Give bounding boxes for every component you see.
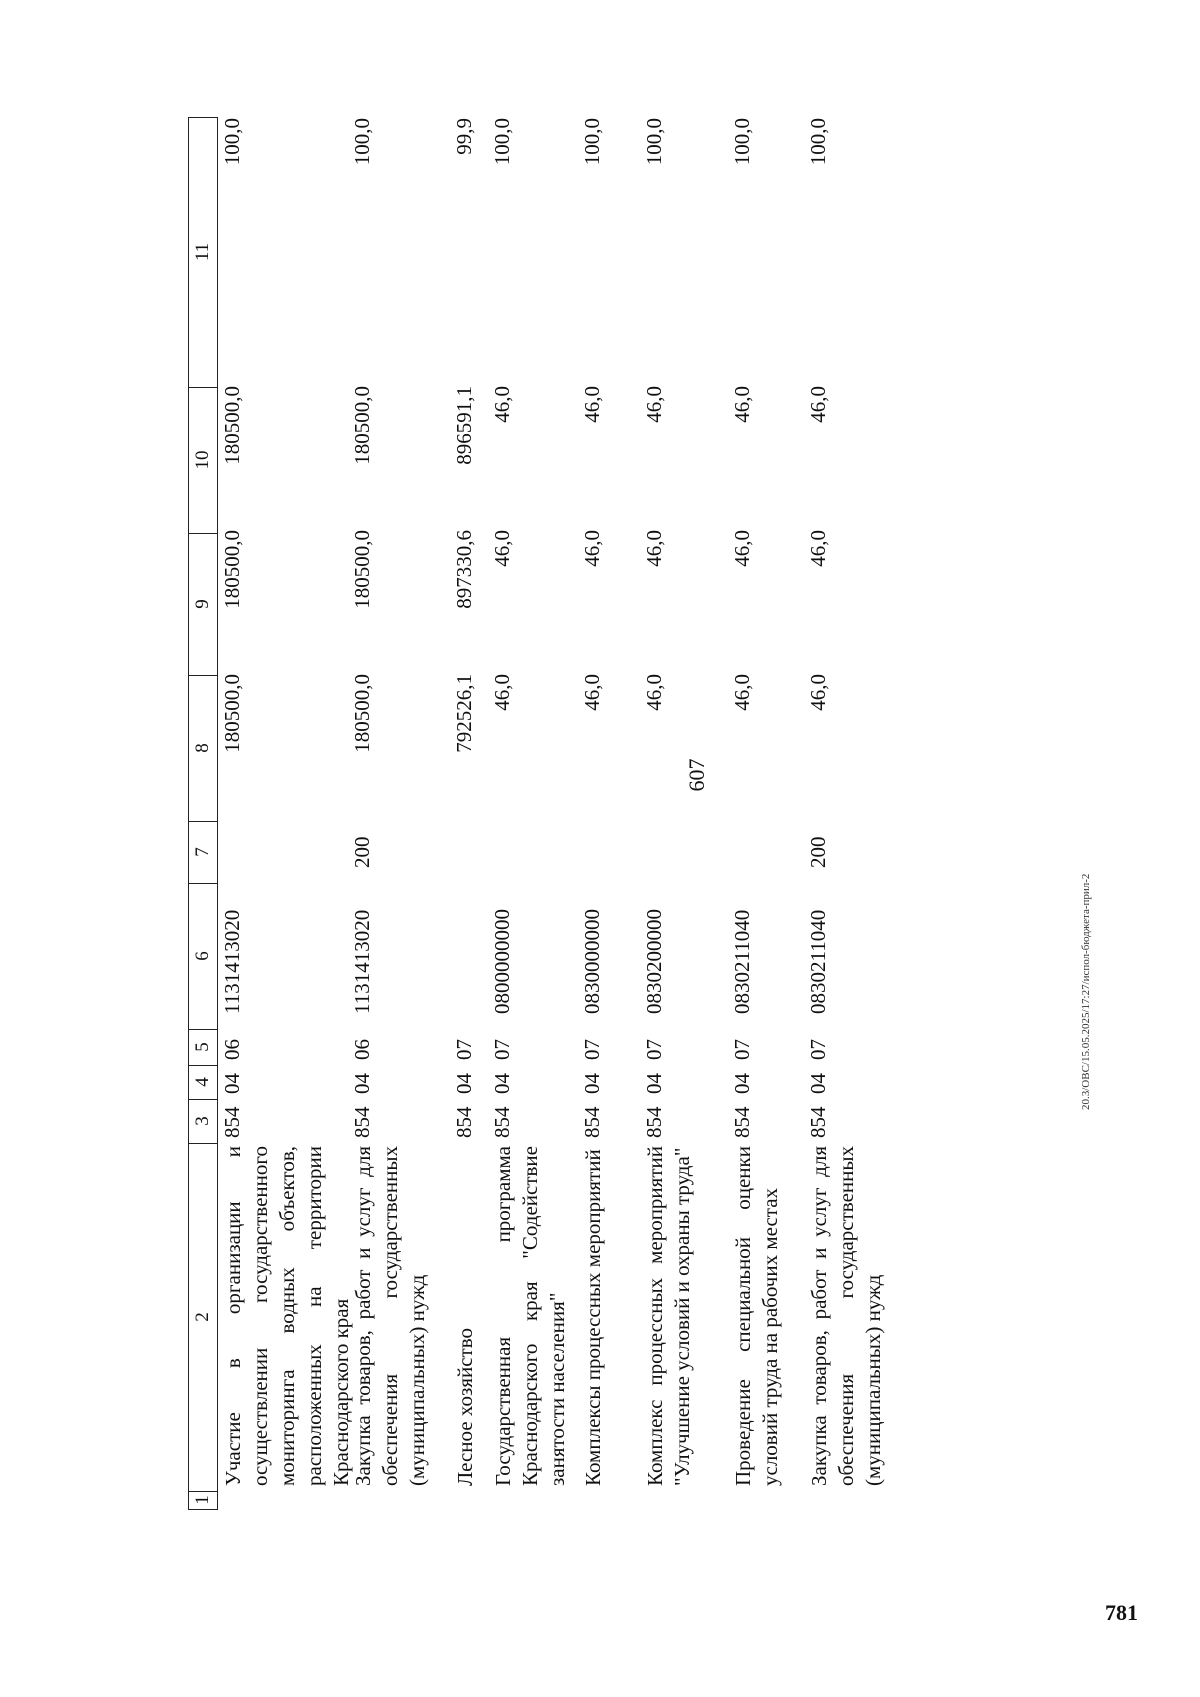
row-c8: 46,0 xyxy=(580,674,604,711)
row-c3: 854 xyxy=(490,1106,514,1138)
row-c11: 100,0 xyxy=(350,118,374,166)
header-col-6: 6 xyxy=(189,883,217,1030)
row-c8: 46,0 xyxy=(642,674,666,711)
row-c8: 46,0 xyxy=(806,674,830,711)
table-header-row xyxy=(188,117,218,1510)
row-c10: 46,0 xyxy=(490,386,514,423)
row-c4: 04 xyxy=(220,1073,244,1094)
row-c6: 1131413020 xyxy=(350,909,374,1014)
row-c9: 46,0 xyxy=(580,530,604,567)
row-c8: 46,0 xyxy=(730,674,754,711)
row-c10: 180500,0 xyxy=(350,386,374,465)
row-c3: 854 xyxy=(806,1106,830,1138)
header-col-9: 9 xyxy=(189,533,217,676)
row-c5: 07 xyxy=(580,1039,604,1060)
header-col-5: 5 xyxy=(189,1029,217,1066)
row-c4: 04 xyxy=(350,1073,374,1094)
page-number-bottom: 781 xyxy=(1105,1600,1138,1625)
row-c4: 04 xyxy=(730,1073,754,1094)
row-c11: 100,0 xyxy=(806,118,830,166)
row-c5: 06 xyxy=(220,1039,244,1060)
row-c10: 46,0 xyxy=(642,386,666,423)
row-name: Лесное хозяйство xyxy=(453,1328,477,1486)
row-c8: 180500,0 xyxy=(220,674,244,753)
rotated-page xyxy=(20,40,1120,1540)
header-col-4: 4 xyxy=(189,1065,217,1100)
row-c4: 04 xyxy=(806,1073,830,1094)
row-c11: 100,0 xyxy=(220,118,244,166)
row-name: Комплекс процессных мероприятий "Улучшение условий и охраны труда" xyxy=(643,1146,694,1486)
row-c9: 46,0 xyxy=(642,530,666,567)
row-c8: 46,0 xyxy=(490,674,514,711)
row-c10: 46,0 xyxy=(730,386,754,423)
row-c8: 792526,1 xyxy=(452,674,476,753)
header-col-1: 1 xyxy=(189,1491,217,1510)
row-c6: 1131413020 xyxy=(220,909,244,1014)
header-col-11: 11 xyxy=(189,117,217,388)
row-c6: 0830211040 xyxy=(806,909,830,1014)
row-c10: 46,0 xyxy=(580,386,604,423)
header-col-3: 3 xyxy=(189,1099,217,1144)
row-name: Комплексы процессных мероприятий xyxy=(581,1149,605,1486)
row-c11: 100,0 xyxy=(642,118,666,166)
row-c7: 200 xyxy=(350,836,374,868)
row-c3: 854 xyxy=(220,1106,244,1138)
row-c9: 897330,6 xyxy=(452,530,476,609)
row-c5: 07 xyxy=(642,1039,666,1060)
row-c6: 0800000000 xyxy=(490,909,514,1014)
row-c11: 100,0 xyxy=(580,118,604,166)
row-c9: 180500,0 xyxy=(220,530,244,609)
row-c7: 200 xyxy=(806,836,830,868)
document-code: 20.3/ОВС/15.05.2025/17:27/испол-бюджета-прил-2 xyxy=(1080,873,1092,1110)
row-c3: 854 xyxy=(350,1106,374,1138)
row-c6: 0830211040 xyxy=(730,909,754,1014)
row-c11: 100,0 xyxy=(490,118,514,166)
row-c10: 180500,0 xyxy=(220,386,244,465)
row-name: Закупка товаров, работ и услуг для обеспечения государственных (муниципальных) нужд xyxy=(807,1146,885,1486)
row-c11: 100,0 xyxy=(730,118,754,166)
header-col-10: 10 xyxy=(189,387,217,534)
row-name: Государственная программа Краснодарского края "Содействие занятости населения" xyxy=(491,1146,569,1486)
row-c5: 07 xyxy=(806,1039,830,1060)
row-c9: 46,0 xyxy=(730,530,754,567)
row-c3: 854 xyxy=(580,1106,604,1138)
row-c4: 04 xyxy=(490,1073,514,1094)
header-col-7: 7 xyxy=(189,821,217,884)
row-c3: 854 xyxy=(452,1106,476,1138)
row-c9: 180500,0 xyxy=(350,530,374,609)
row-c6: 0830200000 xyxy=(642,909,666,1014)
row-name: Участие в организации и осуществлении государственного мониторинга водных объектов, расположенных на территории Краснодарского края xyxy=(221,1146,353,1486)
row-c3: 854 xyxy=(642,1106,666,1138)
row-c5: 07 xyxy=(730,1039,754,1060)
row-c10: 896591,1 xyxy=(452,386,476,465)
row-name: Закупка товаров, работ и услуг для обеспечения государственных (муниципальных) нужд xyxy=(351,1146,429,1486)
row-c9: 46,0 xyxy=(806,530,830,567)
row-c5: 07 xyxy=(490,1039,514,1060)
row-c11: 99,9 xyxy=(452,118,476,155)
row-c4: 04 xyxy=(642,1073,666,1094)
row-c5: 07 xyxy=(452,1039,476,1060)
header-col-2: 2 xyxy=(189,1143,217,1492)
row-c10: 46,0 xyxy=(806,386,830,423)
row-name: Проведение специальной оценки условий труда на рабочих местах xyxy=(731,1146,782,1486)
header-col-8: 8 xyxy=(189,675,217,822)
row-c3: 854 xyxy=(730,1106,754,1138)
page-number-top: 607 xyxy=(684,758,709,792)
row-c4: 04 xyxy=(580,1073,604,1094)
row-c9: 46,0 xyxy=(490,530,514,567)
row-c4: 04 xyxy=(452,1073,476,1094)
row-c5: 06 xyxy=(350,1039,374,1060)
row-c6: 0830000000 xyxy=(580,909,604,1014)
row-c8: 180500,0 xyxy=(350,674,374,753)
